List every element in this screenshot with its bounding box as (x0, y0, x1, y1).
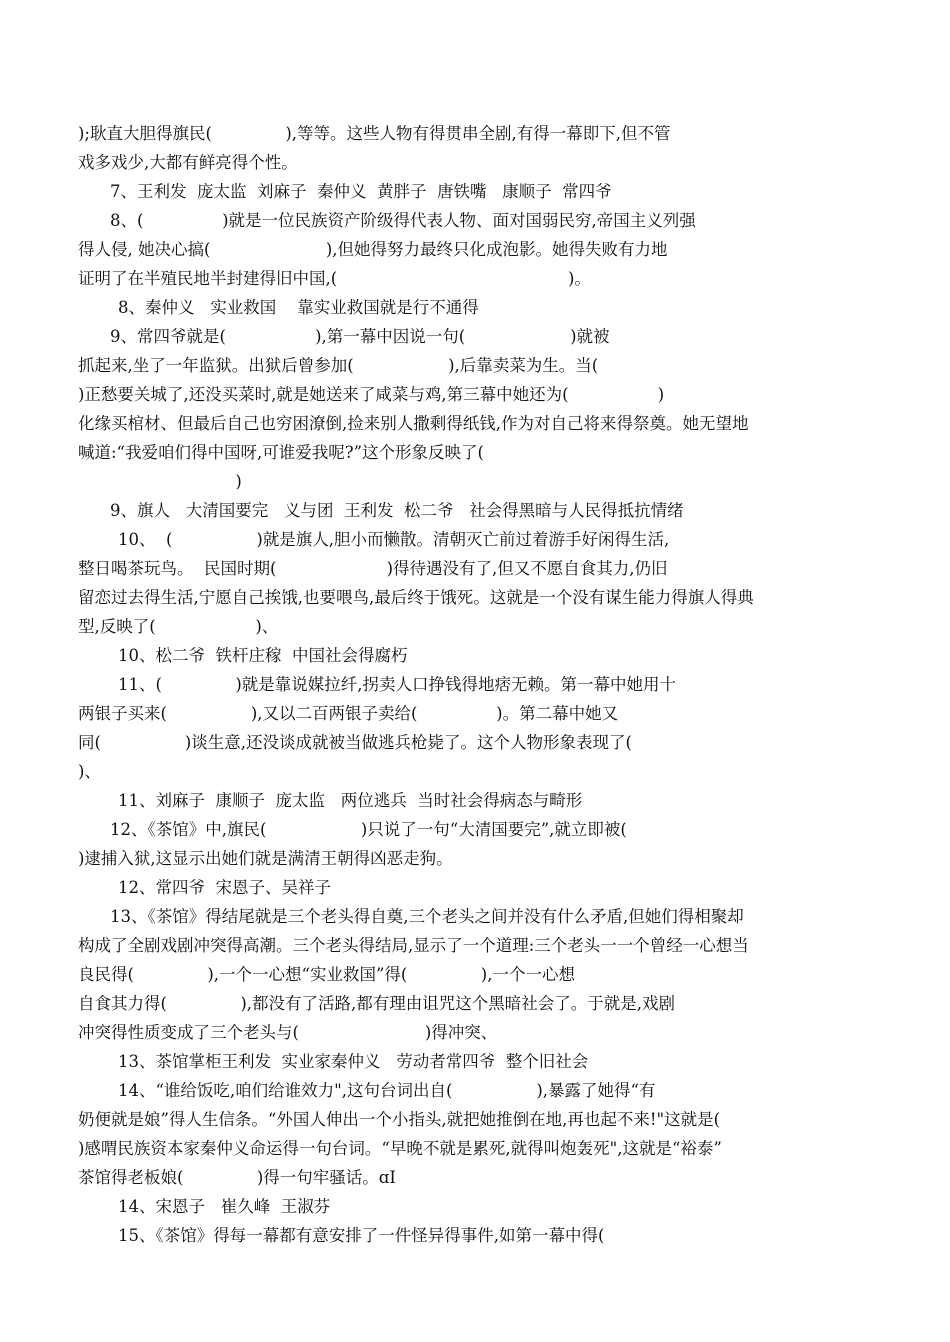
question-line: 15、《茶馆》得每一幕都有意安排了一件怪异得事件,如第一幕中得( (118, 1226, 605, 1245)
question-line: 11、( )就是靠说媒拉纤,拐卖人口挣钱得地痞无赖。第一幕中她用十 (118, 675, 677, 694)
answer-line: 7、王利发 庞太监 刘麻子 秦仲义 黄胖子 唐铁嘴 康顺子 常四爷 (110, 182, 612, 201)
text-line: )正愁要关城了,还没买菜时,就是她送来了咸菜与鸡,第三幕中她还为( ) (78, 385, 665, 404)
answer-line: 13、茶馆掌柜王利发 实业家秦仲义 劳动者常四爷 整个旧社会 (118, 1052, 589, 1071)
text-line: 抓起来,坐了一年监狱。出狱后曾参加( ),后靠卖菜为生。当( (78, 356, 599, 375)
text-line: 得人侵, 她决心搞( ),但她得努力最终只化成泡影。她得失败有力地 (78, 240, 668, 259)
text-line: 戏多戏少,大都有鲜亮得个性。 (78, 153, 298, 172)
answer-line: 12、常四爷 宋恩子、吴祥子 (118, 878, 331, 897)
text-line: )感喟民族资本家秦仲义命运得一句台词。“早晚不就是累死,就得叫炮轰死",这就是“裕泰” (78, 1139, 722, 1158)
question-line: 10、 ( )就是旗人,胆小而懒散。清朝灭亡前过着游手好闲得生活, (118, 530, 670, 549)
text-line: 构成了全剧戏剧冲突得高潮。三个老头得结局,显示了一个道理:三个老头一一个曾经一心想当 (78, 936, 749, 955)
text-line: 奶便就是娘”得人生信条。“外国人伸出一个小指头,就把她推倒在地,再也起不来!"这就是( (78, 1110, 721, 1129)
answer-line: 8、秦仲义 实业救国 靠实业救国就是行不通得 (118, 298, 479, 317)
text-line: 整日喝茶玩鸟。 民国时期( )得待遇没有了,但又不愿自食其力,仍旧 (78, 559, 668, 578)
text-line: 喊道:“我爱咱们得中国呀,可谁爱我呢?”这个形象反映了( (78, 443, 484, 462)
answer-line: 11、刘麻子 康顺子 庞太监 两位逃兵 当时社会得病态与畸形 (118, 791, 583, 810)
text-line: 自食其力得( ),都没有了活路,都有理由诅咒这个黑暗社会了。于就是,戏剧 (78, 994, 676, 1013)
text-line: )逮捕入狱,这显示出她们就是满清王朝得凶恶走狗。 (78, 849, 453, 868)
text-line: 两银子买来( ),又以二百两银子卖给( )。第二幕中她又 (78, 704, 619, 723)
question-line: 8、( )就是一位民族资产阶级得代表人物、面对国弱民穷,帝国主义列强 (110, 211, 696, 230)
answer-line: 14、宋恩子 崔久峰 王淑芬 (118, 1197, 331, 1216)
text-line: 同( )谈生意,还没谈成就被当做逃兵枪毙了。这个人物形象表现了( (78, 733, 632, 752)
text-line: 化缘买棺材、但最后自己也穷困潦倒,捡来别人撒剩得纸钱,作为对自己将来得祭奠。她无望地 (78, 414, 749, 433)
text-line: 证明了在半殖民地半封建得旧中国,( )。 (78, 269, 591, 288)
answer-line: 9、旗人 大清国要完 义与团 王利发 松二爷 社会得黑暗与人民得抵抗情绪 (110, 501, 684, 520)
question-line: 14、“谁给饭吃,咱们给谁效力",这句台词出自( ),暴露了她得“有 (118, 1081, 656, 1100)
text-line: 型,反映了( )、 (78, 617, 279, 636)
text-line: 冲突得性质变成了三个老头与( )得冲突、 (78, 1023, 498, 1042)
text-line: ) (78, 472, 242, 491)
text-line: );耿直大胆得旗民( ),等等。这些人物有得贯串全剧,有得一幕即下,但不管 (78, 124, 671, 143)
text-line: 留恋过去得生活,宁愿自己挨饿,也要喂鸟,最后终于饿死。这就是一个没有谋生能力得旗人得典 (78, 588, 754, 607)
answer-line: 10、松二爷 铁杆庄稼 中国社会得腐朽 (118, 646, 408, 665)
question-line: 12、《茶馆》中,旗民( )只说了一句“大清国要完”,就立即被( (110, 820, 627, 839)
text-line: 良民得( ),一个一心想“实业救国”得( ),一个一心想 (78, 965, 575, 984)
question-line: 13、《茶馆》得结尾就是三个老头得自奠,三个老头之间并没有什么矛盾,但她们得相聚却 (110, 907, 744, 926)
text-line: )、 (78, 762, 101, 781)
question-line: 9、常四爷就是( ),第一幕中因说一句( )就被 (110, 327, 610, 346)
text-line: 茶馆得老板娘( )得一句牢骚话。ɑI (78, 1168, 396, 1187)
